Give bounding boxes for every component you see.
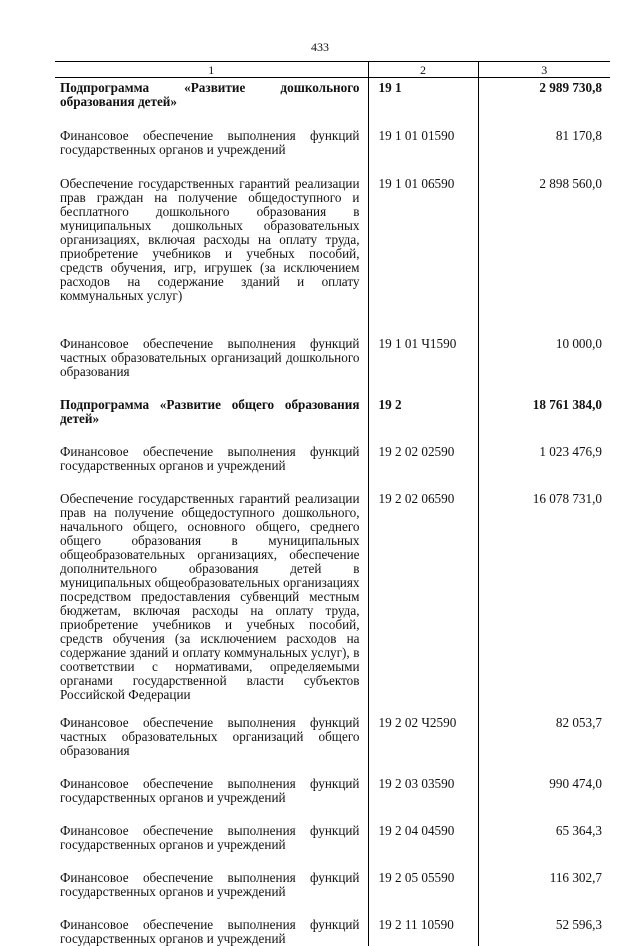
table-row (55, 426, 610, 473)
amount-value: 65 364,3 (478, 805, 610, 852)
column-header: 2 (368, 62, 478, 78)
budget-code: 19 2 02 02590 (368, 426, 478, 473)
table-row (55, 109, 610, 157)
item-name: Подпрограмма «Развитие дошкольного образования детей» (60, 80, 360, 109)
amount-value: 18 761 384,0 (478, 379, 610, 426)
budget-code: 19 2 11 10590 (368, 899, 478, 946)
budget-code: 19 1 01 06590 (368, 157, 478, 303)
amount-value: 1 023 476,9 (478, 426, 610, 473)
budget-code: 19 2 03 03590 (368, 758, 478, 805)
budget-code: 19 2 04 04590 (368, 805, 478, 852)
table-row (55, 157, 610, 303)
table-row (55, 852, 610, 899)
item-name: Финансовое обеспечение выполнения функций государственных органов и учреждений (60, 917, 360, 946)
column-header: 1 (55, 62, 368, 78)
amount-value: 16 078 731,0 (478, 473, 610, 702)
item-name: Финансовое обеспечение выполнения функций частных образовательных организаций дошкольного образования (60, 336, 360, 379)
table-header-row (55, 62, 610, 78)
amount-value: 990 474,0 (478, 758, 610, 805)
budget-table (55, 61, 610, 946)
table-row (55, 899, 610, 946)
budget-code: 19 1 01 01590 (368, 109, 478, 157)
table-row (55, 758, 610, 805)
item-name: Обеспечение государственных гарантий реализации прав граждан на получение общедоступного и бесплатного дошкольного образования в муниципальных дошкольных образовательных организациях, включая расходы на оплату труда, приобретение учебников и учебных пособий, средств обучения, игр, игрушек (за исключением расходов на содержание зданий и оплату коммунальных услуг) (60, 176, 360, 303)
page-number: 433 (311, 40, 329, 54)
item-name: Подпрограмма «Развитие общего образования детей» (60, 397, 360, 426)
budget-code: 19 2 (368, 379, 478, 426)
table-row (55, 303, 610, 379)
amount-value: 116 302,7 (478, 852, 610, 899)
table-row (55, 473, 610, 702)
budget-code: 19 1 01 Ч1590 (368, 303, 478, 379)
item-name: Обеспечение государственных гарантий реализации прав на получение общедоступного дошкольного, начального общего, основного общего, среднего общего образования в муниципальных общеобразовательных организациях, обеспечение дополнительного образования детей в муниципальных общеобразовательных организациях посредством предоставления субвенций местным бюджетам, включая расходы на оплату труда, приобретение учебников и учебных пособий, средств обучения (за исключением расходов на содержание зданий и оплату коммунальных услуг), в соответствии с нормативами, определяемыми органами государственной власти субъектов Российской Федерации (60, 491, 360, 702)
table-row (55, 805, 610, 852)
item-name: Финансовое обеспечение выполнения функций государственных органов и учреждений (60, 776, 360, 805)
item-name: Финансовое обеспечение выполнения функций государственных органов и учреждений (60, 128, 360, 157)
amount-value: 2 989 730,8 (478, 78, 610, 110)
item-name: Финансовое обеспечение выполнения функций частных образовательных организаций общего образования (60, 715, 360, 758)
budget-code: 19 1 (368, 78, 478, 110)
table-row (55, 702, 610, 758)
subprogram-row (55, 78, 610, 110)
subprogram-row (55, 379, 610, 426)
amount-value: 52 596,3 (478, 899, 610, 946)
column-header: 3 (478, 62, 610, 78)
budget-code: 19 2 02 Ч2590 (368, 702, 478, 758)
budget-code: 19 2 02 06590 (368, 473, 478, 702)
budget-code: 19 2 05 05590 (368, 852, 478, 899)
item-name: Финансовое обеспечение выполнения функций государственных органов и учреждений (60, 444, 360, 473)
amount-value: 81 170,8 (478, 109, 610, 157)
item-name: Финансовое обеспечение выполнения функций государственных органов и учреждений (60, 870, 360, 899)
item-name: Финансовое обеспечение выполнения функций государственных органов и учреждений (60, 823, 360, 852)
amount-value: 2 898 560,0 (478, 157, 610, 303)
amount-value: 82 053,7 (478, 702, 610, 758)
amount-value: 10 000,0 (478, 303, 610, 379)
